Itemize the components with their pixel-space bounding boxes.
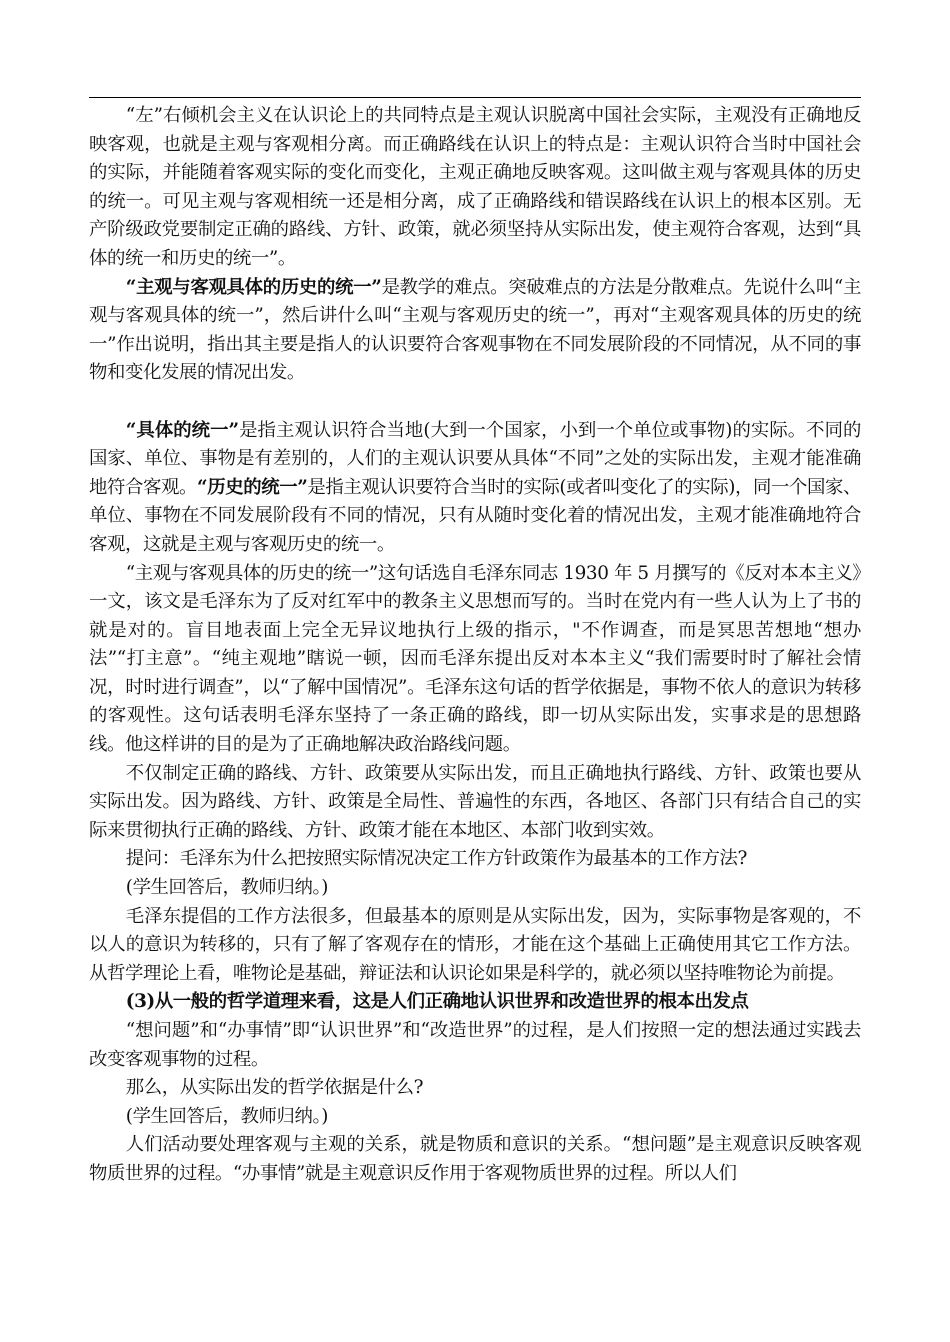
paragraph-p12: [89, 1103, 861, 1132]
text-run: (学生回答后，教师归纳。): [125, 877, 329, 899]
paragraph-p7: [89, 874, 861, 903]
paragraph-p4: [89, 560, 861, 760]
text-run: 人们活动要处理客观与主观的关系，就是物质和意识的关系。“想问题”是主观意识反映客观物质世界的过程。“办事情”就是主观意识反作用于客观物质世界的过程。所以人们: [89, 1134, 861, 1184]
paragraph-p3: [89, 417, 861, 560]
header-rule: [89, 97, 861, 98]
paragraph-p5: [89, 760, 861, 846]
bold-text: “主观与客观具体的历史的统一”: [125, 276, 382, 298]
text-run: 不仅制定正确的路线、方针、政策要从实际出发，而且正确地执行路线、方针、政策也要从实际出发。因为路线、方针、政策是全局性、普遍性的东西，各地区、各部门只有结合自己的实际来贯彻执行正确的路线、方针、政策才能在本地区、本部门收到实效。: [89, 762, 861, 841]
text-run: (学生回答后，教师归纳。): [125, 1105, 329, 1127]
paragraph-p11: [89, 1074, 861, 1103]
text-run: 是教学的难点。突破难点的方法是分散难点。先说什么叫“主观与客观具体的统一”，然后讲什么叫“主观与客观历史的统一”，再对“主观客观具体的历史的统一”作出说明，指出其主要是指人的认识要符合客观事物在不同发展阶段的不同情况，从不同的事物和变化发展的情况出发。: [89, 276, 861, 384]
text-run: “主观与客观具体的历史的统一”这句话选自毛泽东同志 1930 年 5 月撰写的《反对本本主义》一文，该文是毛泽东为了反对红军中的教条主义思想而写的。当时在党内有一些人认为上了书的就是对的。盲目地表面上完全无异议地执行上级的指示，"不作调查，而是冥思苦想地“想办法”“打主意”。“纯主观地”瞎说一顿，因而毛泽东提出反对本本主义“我们需要时时了解社会情况，时时进行调查”，以“了解中国情况”。毛泽东这句话的哲学依据是，事物不依人的意识为转移的客观性。这句话表明毛泽东坚持了一条正确的路线，即一切从实际出发，实事求是的思想路线。他这样讲的目的是为了正确地解决政治路线问题。: [89, 562, 861, 756]
paragraph-p9: [89, 988, 861, 1017]
document-body: [89, 102, 861, 1189]
text-run: “想问题”和“办事情”即“认识世界”和“改造世界”的过程，是人们按照一定的想法通过实践去改变客观事物的过程。: [89, 1020, 861, 1070]
paragraph-p13: [89, 1131, 861, 1188]
paragraph-p1: [89, 102, 861, 274]
paragraph-p8: [89, 903, 861, 989]
text-run: 毛泽东提倡的工作方法很多，但最基本的原则是从实际出发，因为，实际事物是客观的，不以人的意识为转移的，只有了解了客观存在的情形，才能在这个基础上正确使用其它工作方法。从哲学理论上看，唯物论是基础，辩证法和认识论如果是科学的，就必须以坚持唯物论为前提。: [89, 905, 861, 984]
text-run: 那么，从实际出发的哲学依据是什么?: [125, 1077, 424, 1099]
blank-line: [89, 388, 861, 417]
text-run: 提问：毛泽东为什么把按照实际情况决定工作方针政策作为最基本的工作方法?: [125, 848, 747, 870]
bold-text: “历史的统一”: [197, 476, 308, 498]
text-run: 是指主观认识要符合当时的实际(或者叫变化了的实际)，同一个国家、单位、事物在不同发展阶段有不同的情况，只有从随时变化着的情况出发，主观才能准确地符合客观，这就是主观与客观历史的统一。: [89, 476, 861, 555]
paragraph-p10: [89, 1017, 861, 1074]
paragraph-p6: [89, 845, 861, 874]
bold-text: “具体的统一”: [125, 419, 239, 441]
bold-text: (3)从一般的哲学道理来看，这是人们正确地认识世界和改造世界的根本出发点: [125, 991, 749, 1013]
text-run: 是指主观认识符合当地(大到一个国家，小到一个单位或事物)的实际。不同的国家、单位、事物是有差别的，人们的主观认识要从具体“不同”之处的实际出发，主观才能准确地符合客观。: [89, 419, 862, 498]
text-run: “左”右倾机会主义在认识论上的共同特点是主观认识脱离中国社会实际，主观没有正确地反映客观，也就是主观与客观相分离。而正确路线在认识上的特点是：主观认识符合当时中国社会的实际，并能随着客观实际的变化而变化，主观正确地反映客观。这叫做主观与客观具体的历史的统一。可见主观与客观相统一还是相分离，成了正确路线和错误路线在认识上的根本区别。无产阶级政党要制定正确的路线、方针、政策，就必须坚持从实际出发，使主观符合客观，达到“具体的统一和历史的统一”。: [89, 105, 861, 269]
paragraph-p2: [89, 274, 861, 388]
